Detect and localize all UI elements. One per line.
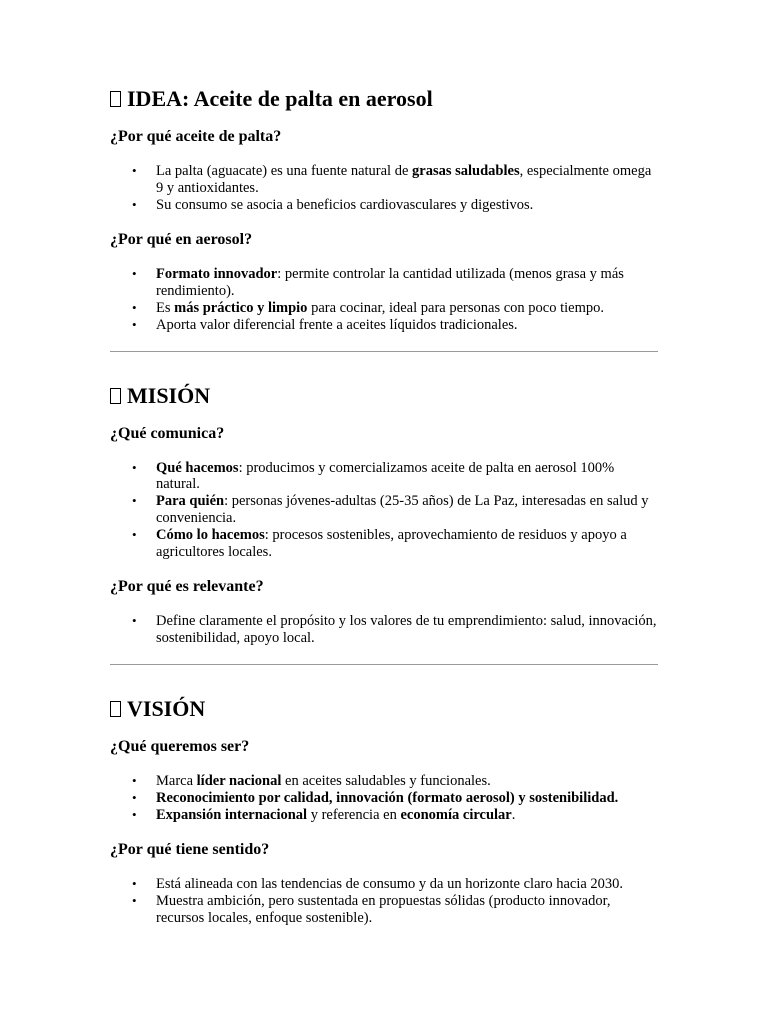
- list-item: [156, 807, 658, 824]
- bold-text: Cómo lo hacemos: [156, 526, 265, 543]
- list-why-relevant: [110, 613, 658, 647]
- text-run: Muestra ambición, pero sustentada en propuestas sólidas (producto innovador, recursos locales, enfoque sostenible).: [156, 893, 611, 926]
- section-title-vision: [110, 695, 658, 723]
- section-divider: [110, 664, 658, 665]
- question-why-it-makes-sense: ¿Por qué tiene sentido?: [110, 841, 270, 859]
- list-item: [156, 773, 658, 790]
- text-run: Su consumo se asocia a beneficios cardiovasculares y digestivos.: [156, 196, 534, 213]
- section-title-mision: [110, 382, 658, 410]
- text-run: Define claramente el propósito y los valores de tu emprendimiento: salud, innovación, sostenibilidad, apoyo local.: [156, 613, 657, 647]
- bold-text: grasas saludables: [412, 163, 520, 179]
- bold-text: Reconocimiento por calidad, innovación (formato aerosol) y sostenibilidad.: [156, 789, 619, 806]
- bold-text: líder nacional: [196, 772, 282, 789]
- list-item: [156, 493, 658, 527]
- missing-glyph-icon: [110, 701, 121, 717]
- section-divider: [110, 351, 658, 352]
- text-run: en aceites saludables y funcionales.: [281, 772, 491, 789]
- section-title-vision-text: VISIÓN: [127, 695, 206, 721]
- list-item: [156, 613, 658, 647]
- bold-text: Formato innovador: [156, 266, 278, 283]
- missing-glyph-icon: [110, 388, 121, 404]
- text-run: La palta (aguacate) es una fuente natural de: [156, 163, 413, 179]
- list-why-avocado-oil: [110, 163, 658, 213]
- section-title-idea: [110, 85, 658, 113]
- text-run: para cocinar, ideal para personas con poco tiempo.: [307, 299, 604, 316]
- missing-glyph-icon: [110, 91, 121, 107]
- text-run: y referencia en: [307, 806, 401, 823]
- list-item: [156, 893, 658, 927]
- list-item: [156, 317, 658, 334]
- list-why-it-makes-sense: [110, 876, 658, 926]
- bold-text: Expansión internacional: [156, 806, 308, 823]
- list-item: [156, 790, 658, 807]
- text-run: Está alineada con las tendencias de consumo y da un horizonte claro hacia 2030.: [156, 876, 624, 893]
- text-run: : personas jóvenes-adultas (25-35 años) de La Paz, interesadas en salud y conveniencia.: [156, 493, 649, 526]
- question-why-relevant: ¿Por qué es relevante?: [110, 578, 264, 596]
- document-content: [110, 85, 658, 927]
- question-what-it-communicates: ¿Qué comunica?: [110, 424, 225, 442]
- text-run: .: [511, 806, 516, 823]
- section-title-mision-text: MISIÓN: [127, 382, 211, 408]
- bold-text: economía circular: [400, 806, 512, 823]
- text-run: : producimos y comercializamos aceite de palta en aerosol 100% natural.: [156, 459, 615, 493]
- bold-text: Para quién: [156, 493, 225, 510]
- list-why-aerosol: [110, 266, 658, 333]
- question-why-aerosol: ¿Por qué en aerosol?: [110, 231, 253, 249]
- text-run: , especialmente omega 9 y antioxidantes.: [156, 163, 652, 196]
- list-item: [156, 460, 658, 494]
- list-item: [156, 197, 658, 214]
- question-what-we-want-to-be: ¿Qué queremos ser?: [110, 737, 250, 755]
- bold-text: más práctico y limpio: [174, 299, 308, 316]
- text-run: Es: [156, 299, 175, 316]
- bold-text: Qué hacemos: [156, 459, 239, 476]
- list-item: [156, 266, 658, 300]
- list-item: [156, 163, 658, 197]
- list-what-it-communicates: [110, 460, 658, 561]
- list-item: [156, 876, 658, 893]
- text-run: Marca: [156, 772, 197, 789]
- question-why-avocado-oil: ¿Por qué aceite de palta?: [110, 128, 282, 145]
- section-vision: [110, 695, 658, 927]
- section-mision: [110, 382, 658, 647]
- list-item: [156, 527, 658, 561]
- section-idea: [110, 85, 658, 334]
- section-title-idea-text: IDEA: Aceite de palta en aerosol: [127, 86, 433, 111]
- text-run: : permite controlar la cantidad utilizada (menos grasa y más rendimiento).: [156, 266, 624, 300]
- text-run: : procesos sostenibles, aprovechamiento de residuos y apoyo a agricultores locales.: [156, 526, 627, 560]
- text-run: Aporta valor diferencial frente a aceites líquidos tradicionales.: [156, 316, 518, 333]
- list-what-we-want-to-be: [110, 773, 658, 823]
- list-item: [156, 300, 658, 317]
